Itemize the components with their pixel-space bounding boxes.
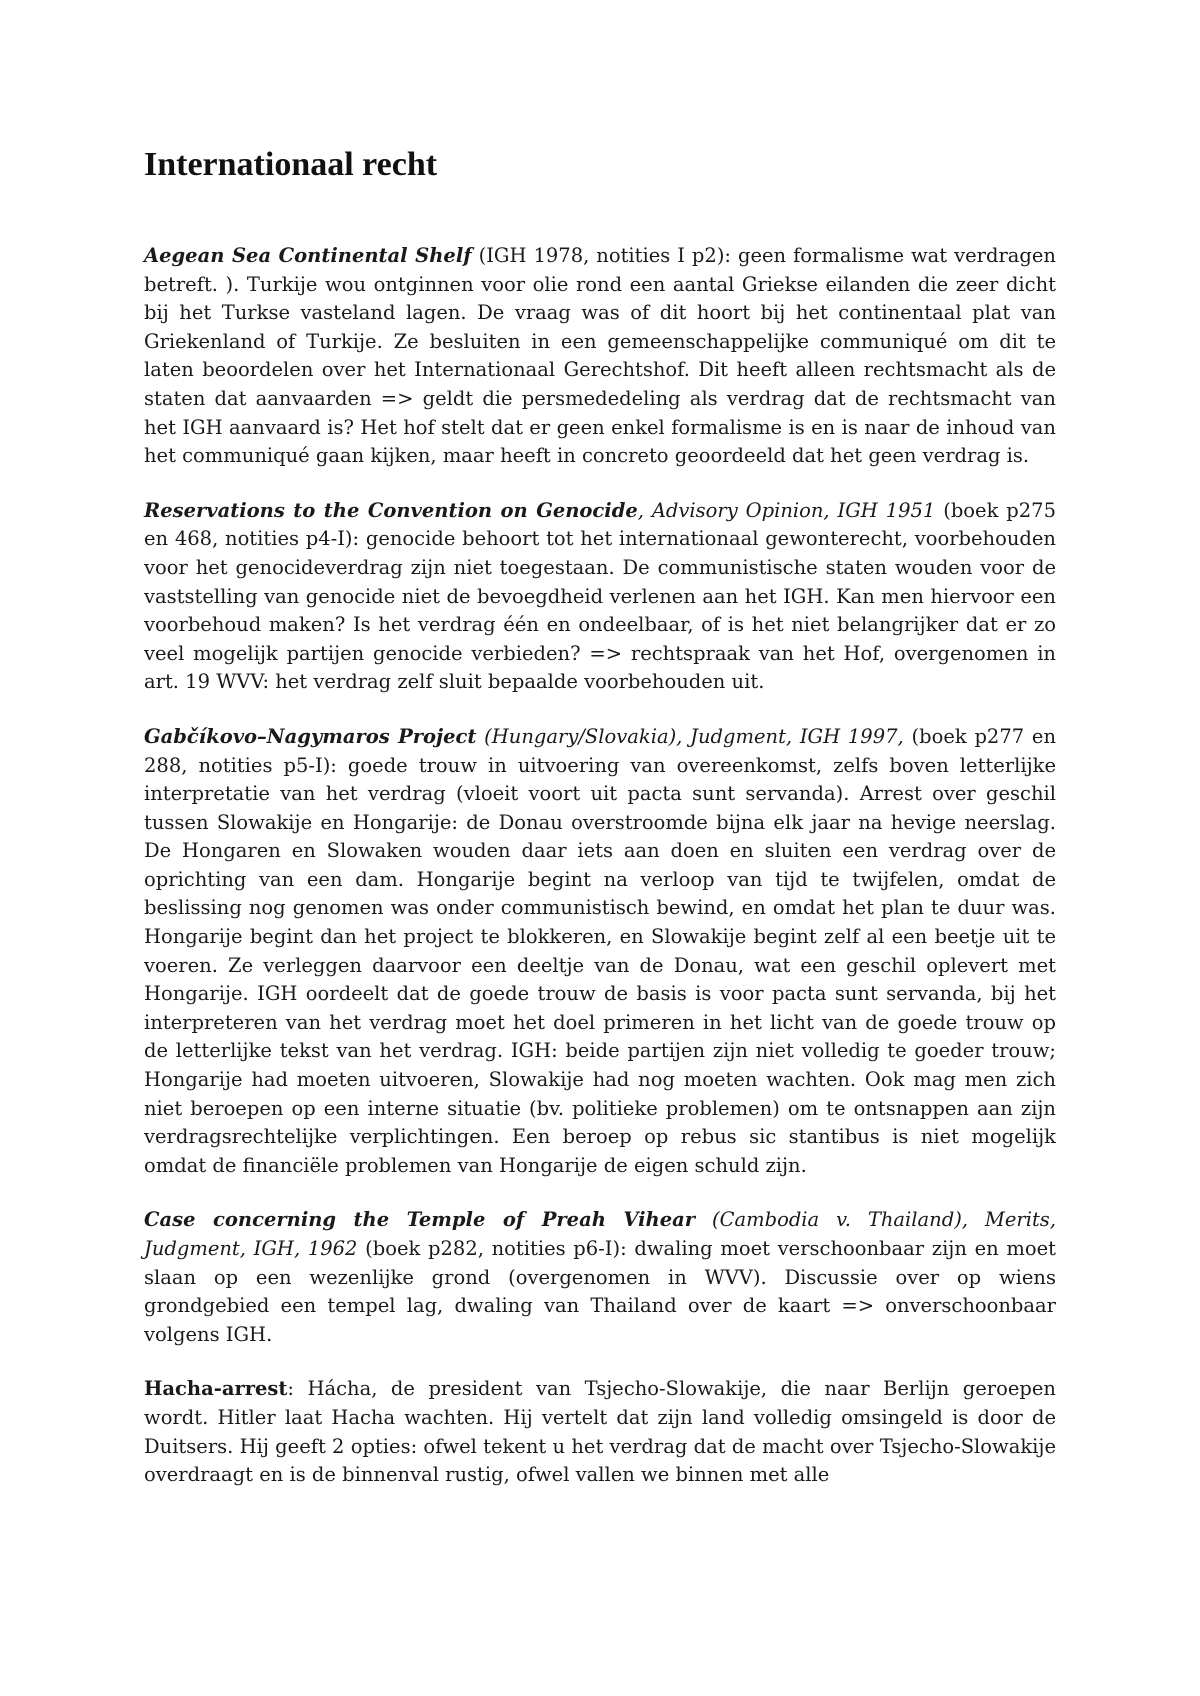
paragraph-text: (boek p277 en 288, notities p5-I): goede trouw in uitvoering van overeenkomst, zelfs boven letterlijke interpretatie van het verdrag (vloeit voort uit pacta sunt servanda). Arrest over geschil tussen Slowakije en Hongarije: de Donau overstroomde bijna elk jaar na hevige neerslag. De Hongaren en Slowaken wouden daar iets aan doen en sluiten een verdrag over de oprichting van een dam. Hongarije begint na verloop van tijd te twijfelen, omdat de beslissing nog genomen was onder communistisch bewind, en omdat het plan te duur was. Hongarije begint dan het project te blokkeren, en Slowakije begint zelf al een beetje uit te voeren. Ze verleggen daarvoor een deeltje van de Donau, wat een geschil oplevert met Hongarije. IGH oordeelt dat de goede trouw de basis is voor pacta sunt servanda, bij het interpreteren van het verdrag moet het doel primeren in het licht van de goede trouw op de letterlijke tekst van het verdrag. IGH: beide partijen zijn niet volledig te goeder trouw; Hongarije had moeten uitvoeren, Slowakije had nog moeten wachten. Ook mag men zich niet beroepen op een interne situatie (bv. politieke problemen) om te ontsnappen aan zijn verdragsrechtelijke verplichtingen. Een beroep op rebus sic stantibus is niet mogelijk omdat de financiële problemen van Hongarije de eigen schuld zijn. — [144, 724, 1056, 1177]
paragraph-text: : Hácha, de president van Tsjecho-Slowakije, die naar Berlijn geroepen wordt. Hitler laat Hacha wachten. Hij vertelt dat zijn land volledig omsingeld is door de Duitsers. Hij geeft 2 opties: ofwel tekent u het verdrag dat de macht over Tsjecho-Slowakije overdraagt en is de binnenval rustig, ofwel vallen we binnen met alle — [144, 1377, 1056, 1487]
paragraph-preah-vihear — [144, 1206, 1056, 1349]
paragraph-gabcikovo-nagymaros — [144, 723, 1056, 1181]
case-name: Gabčíkovo–Nagymaros Project — [144, 724, 477, 748]
case-name: Reservations to the Convention on Genocide — [144, 498, 638, 522]
case-citation: (Hungary/Slovakia), Judgment, IGH 1997, — [476, 724, 904, 748]
paragraph-genocide-reservations — [144, 497, 1056, 697]
paragraph-text: (boek p275 en 468, notities p4-I): genocide behoort tot het internationaal gewonterecht, voorbehouden voor het genocideverdrag zijn niet toegestaan. De communistische staten wouden voor de vaststelling van genocide niet de bevoegdheid verlenen aan het IGH. Kan men hiervoor een voorbehoud maken? Is het verdrag één en ondeelbaar, of is het niet belangrijker dat er zo veel mogelijk partijen genocide verbieden? => rechtspraak van het Hof, overgenomen in art. 19 WVV: het verdrag zelf sluit bepaalde voorbehouden uit. — [144, 498, 1056, 694]
paragraph-hacha-arrest — [144, 1375, 1056, 1489]
document-body — [144, 242, 1056, 1516]
paragraph-text: (IGH 1978, notities I p2): geen formalisme wat verdragen betreft. ). Turkije wou ontginnen voor olie rond een aantal Griekse eilanden die zeer dicht bij het Turkse vasteland lagen. De vraag was of dit hoort bij het continentaal plat van Griekenland of Turkije. Ze besluiten in een gemeenschappelijke communiqué om dit te laten beoordelen over het Internationaal Gerechtshof. Dit heeft alleen rechtsmacht als de staten dat aanvaarden => geldt die persmededeling als verdrag dat de rechtsmacht van het IGH aanvaard is? Het hof stelt dat er geen enkel formalisme is en is naar de inhoud van het communiqué gaan kijken, maar heeft in concreto geoordeeld dat het geen verdrag is. — [144, 244, 1056, 468]
paragraph-text: (boek p282, notities p6-I): dwaling moet verschoonbaar zijn en moet slaan op een wezenlijke grond (overgenomen in WVV). Discussie over op wiens grondgebied een tempel lag, dwaling van Thailand over de kaart => onverschoonbaar volgens IGH. — [144, 1237, 1057, 1346]
case-name: Hacha-arrest — [144, 1377, 288, 1401]
case-name: Case concerning the Temple of Preah Vihear — [144, 1208, 696, 1232]
case-name: Aegean Sea Continental Shelf — [144, 244, 472, 267]
paragraph-aegean-sea — [144, 242, 1056, 471]
case-citation: (Cambodia v. Thailand), Merits, Judgment, IGH, 1962 — [144, 1208, 1057, 1260]
case-citation: , Advisory Opinion, IGH 1951 — [637, 498, 936, 522]
page-title: Internationaal recht — [144, 146, 438, 183]
